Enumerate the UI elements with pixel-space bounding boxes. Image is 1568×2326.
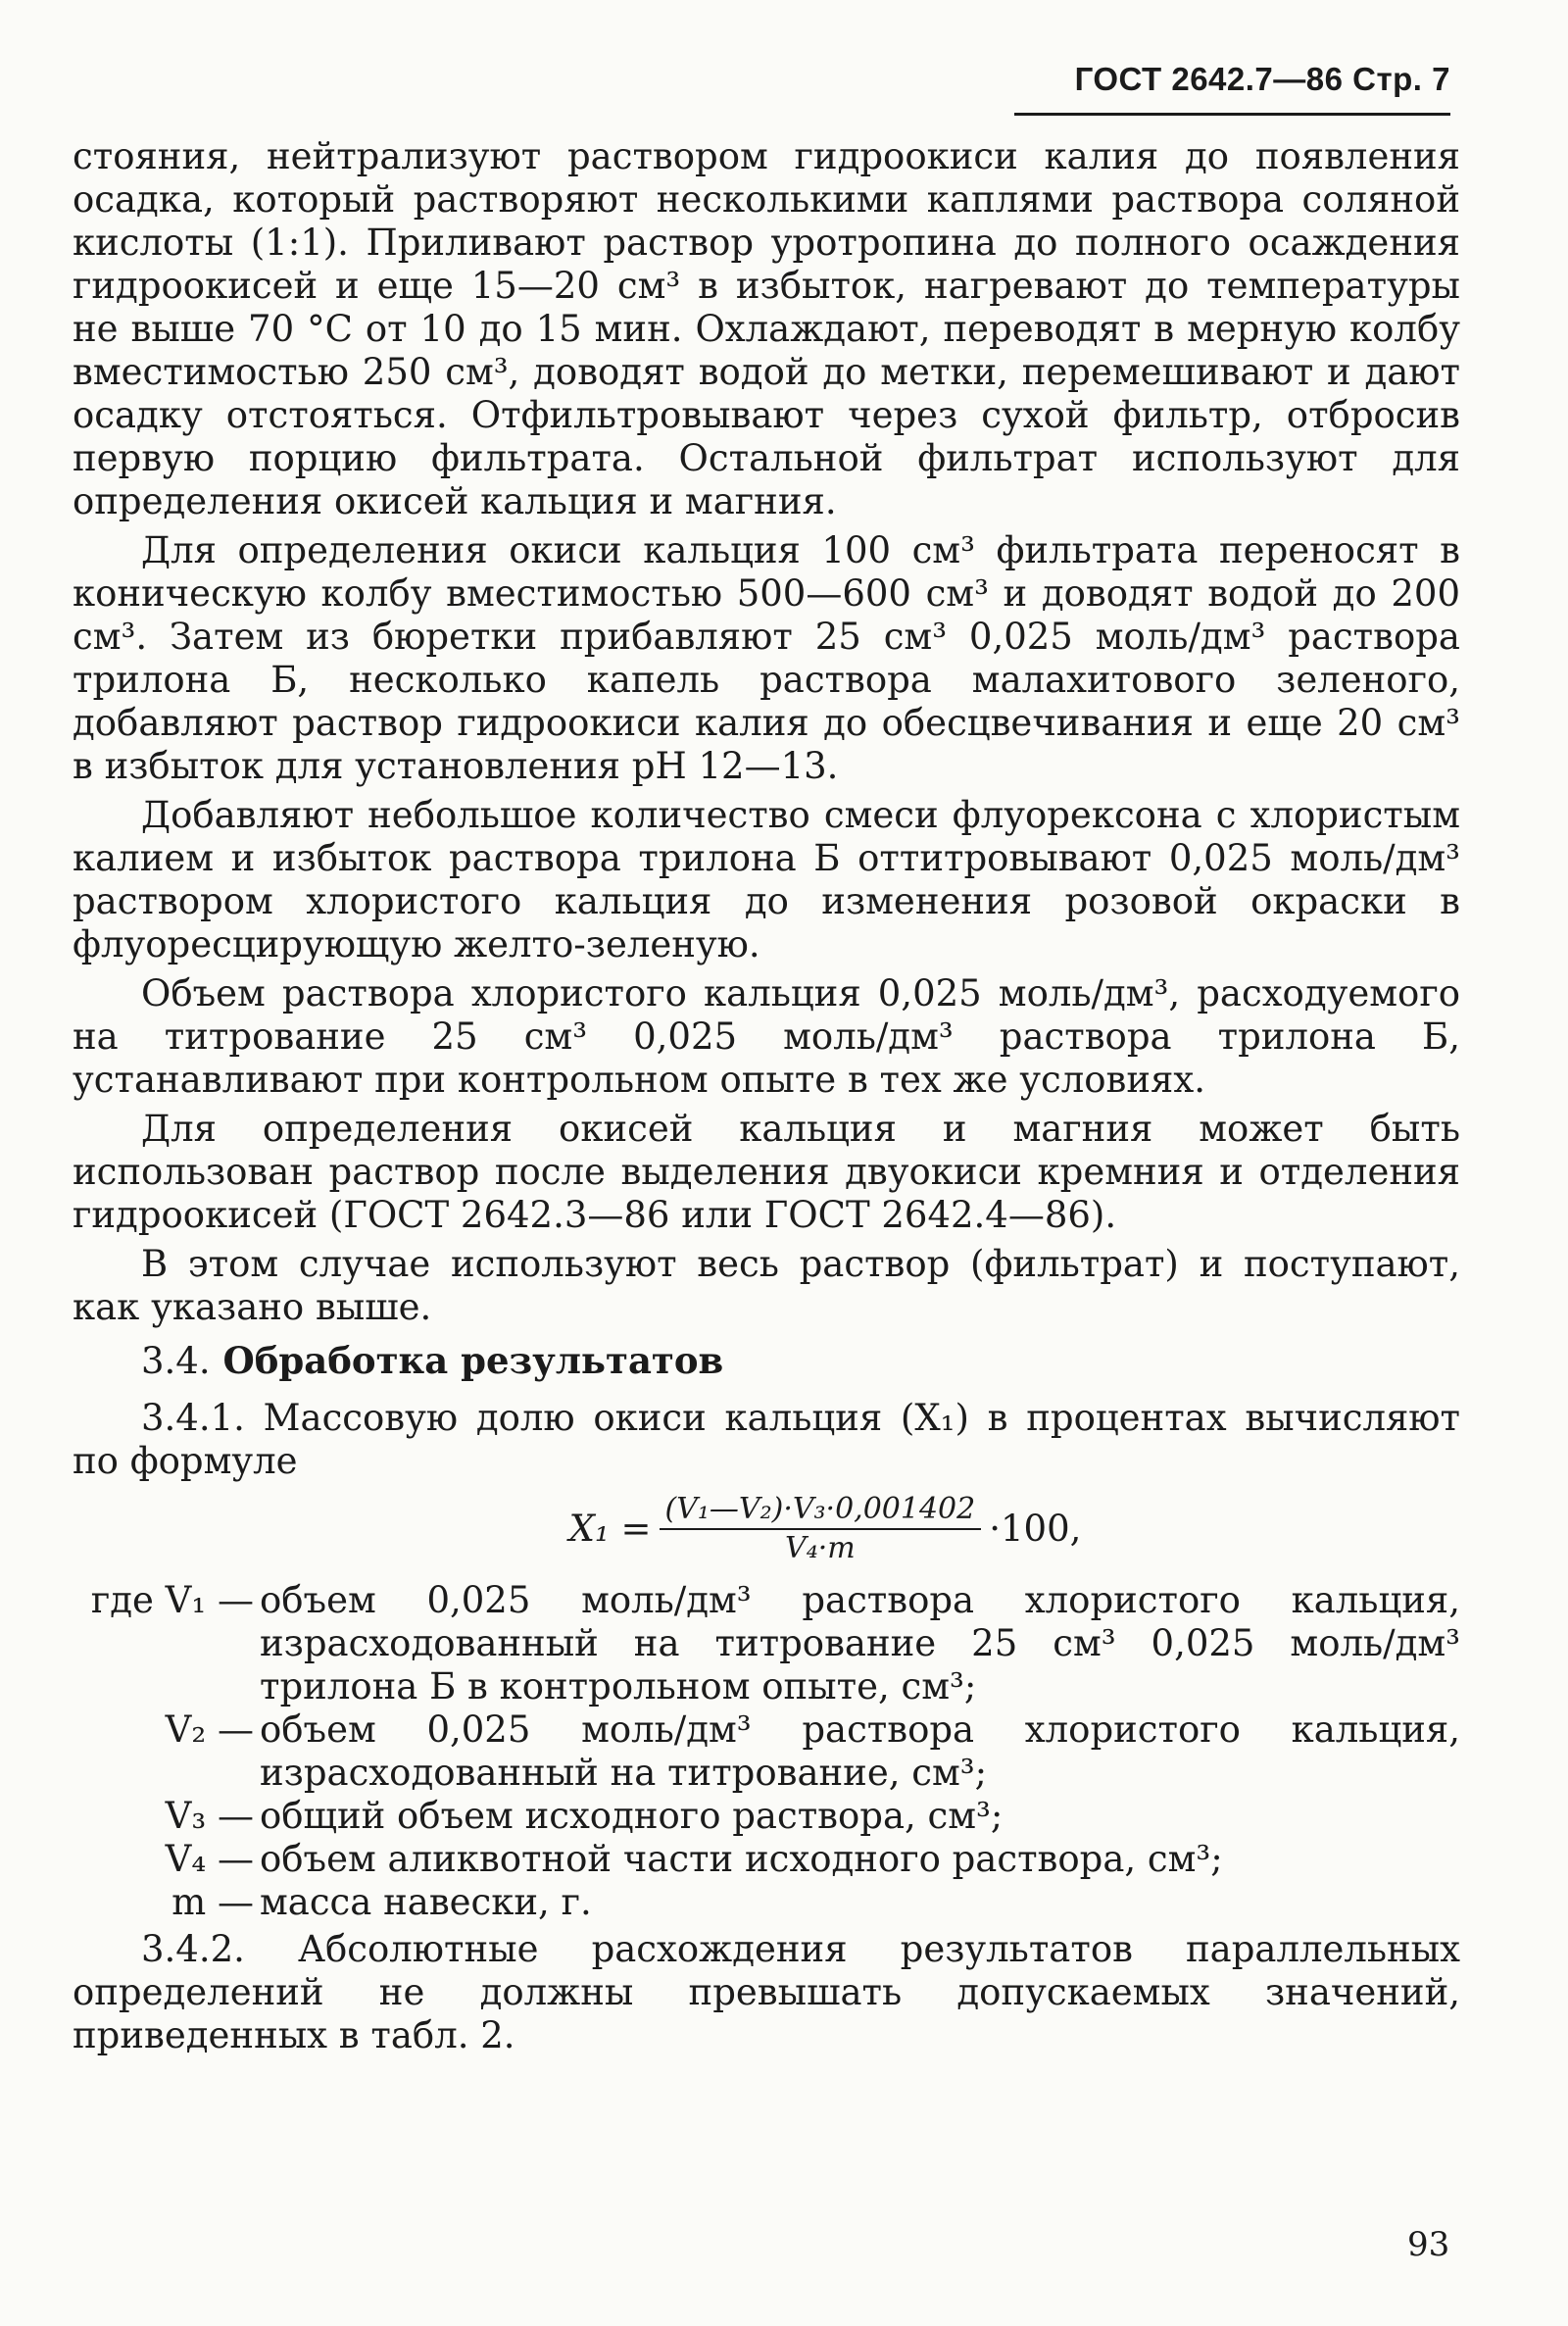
formula-lhs: X₁ = [568,1508,652,1550]
body-text [73,135,1460,2063]
page-number: 93 [1407,2225,1450,2264]
paragraph-control-experiment: Объем раствора хлористого кальция 0,025 моль/дм³, расходуемого на титрование 25 см³ 0,025 моль/дм³ раствора трилона Б, устанавливают при контрольном опыте в тех же условиях. [73,972,1460,1101]
definition-symbol: V₄ — [165,1838,254,1880]
definition-item [73,1881,1460,1924]
formula-rhs: ·100, [989,1508,1082,1550]
definition-item [73,1708,1460,1795]
paragraph-continuation: стояния, нейтрализуют раствором гидроокиси калия до появления осадка, который растворяют несколькими каплями раствора соляной кислоты (1:1). Приливают раствор уротропина до полного осаждения гидроокисей и еще 15—20 см³ в избыток, нагревают до температуры не выше 70 °С от 10 до 15 мин. Охлаждают, переводят в мерную колбу вместимостью 250 см³, доводят водой до метки, перемешивают и дают осадку отстояться. Отфильтровывают через сухой фильтр, отбросив первую порцию фильтрата. Остальной фильтрат используют для определения окисей кальция и магния. [73,135,1460,522]
clause-3-4-1: 3.4.1. Массовую долю окиси кальция (X₁) в процентах вычисляют по формуле [73,1397,1460,1482]
definition-text: объем 0,025 моль/дм³ раствора хлористого кальция, израсходованный на титрование 25 см³ 0,025 моль/дм³ трилона Б в контрольном опыте, см³; [260,1579,1460,1707]
formula-fraction [660,1493,982,1565]
page-header: ГОСТ 2642.7—86 Стр. 7 [1074,61,1450,97]
definition-item [73,1579,1460,1708]
formula [190,1493,1460,1565]
paragraph-filtrate: В этом случае используют весь раствор (фильтрат) и поступают, как указано выше. [73,1243,1460,1328]
definition-text: объем 0,025 моль/дм³ раствора хлористого кальция, израсходованный на титрование, см³; [260,1708,1460,1794]
variable-definitions [73,1579,1460,1924]
definition-symbol: V₃ — [165,1795,254,1837]
definition-symbol: V₂ — [165,1708,254,1751]
formula-numerator: (V₁—V₂)·V₃·0,001402 [660,1493,982,1530]
definition-text: масса навески, г. [260,1881,592,1923]
clause-3-4-2: 3.4.2. Абсолютные расхождения результатов параллельных определений не должны превышать допускаемых значений, приведенных в табл. 2. [73,1928,1460,2056]
definition-text: объем аликвотной части исходного раствора, см³; [260,1838,1223,1880]
definition-symbol: m — [172,1881,254,1923]
paragraph-fluorexon: Добавляют небольшое количество смеси флуорексона с хлористым калием и избыток раствора трилона Б оттитровывают 0,025 моль/дм³ раствором хлористого кальция до изменения розовой окраски в флуоресцирующую желто-зеленую. [73,794,1460,965]
definition-text: общий объем исходного раствора, см³; [260,1795,1004,1837]
header-rule [1014,113,1450,116]
paragraph-alternative-solution: Для определения окисей кальция и магния может быть использован раствор после выделения двуокиси кремния и отделения гидроокисей (ГОСТ 2642.3—86 или ГОСТ 2642.4—86). [73,1108,1460,1236]
section-title: Обработка результатов [222,1339,724,1382]
paragraph-calcium-determination: Для определения окиси кальция 100 см³ фильтрата переносят в коническую колбу вместимостью 500—600 см³ и доводят водой до 200 см³. Затем из бюретки прибавляют 25 см³ 0,025 моль/дм³ раствора трилона Б, несколько капель раствора малахитового зеленого, добавляют раствор гидроокиси калия до обесцвечивания и еще 20 см³ в избыток для установления рН 12—13. [73,529,1460,787]
formula-denominator: V₄·m [785,1531,856,1565]
section-number: 3.4. [141,1340,211,1382]
section-heading [73,1339,1460,1383]
definition-symbol: где V₁ — [90,1579,254,1621]
definition-item [73,1838,1460,1881]
definition-item [73,1795,1460,1838]
